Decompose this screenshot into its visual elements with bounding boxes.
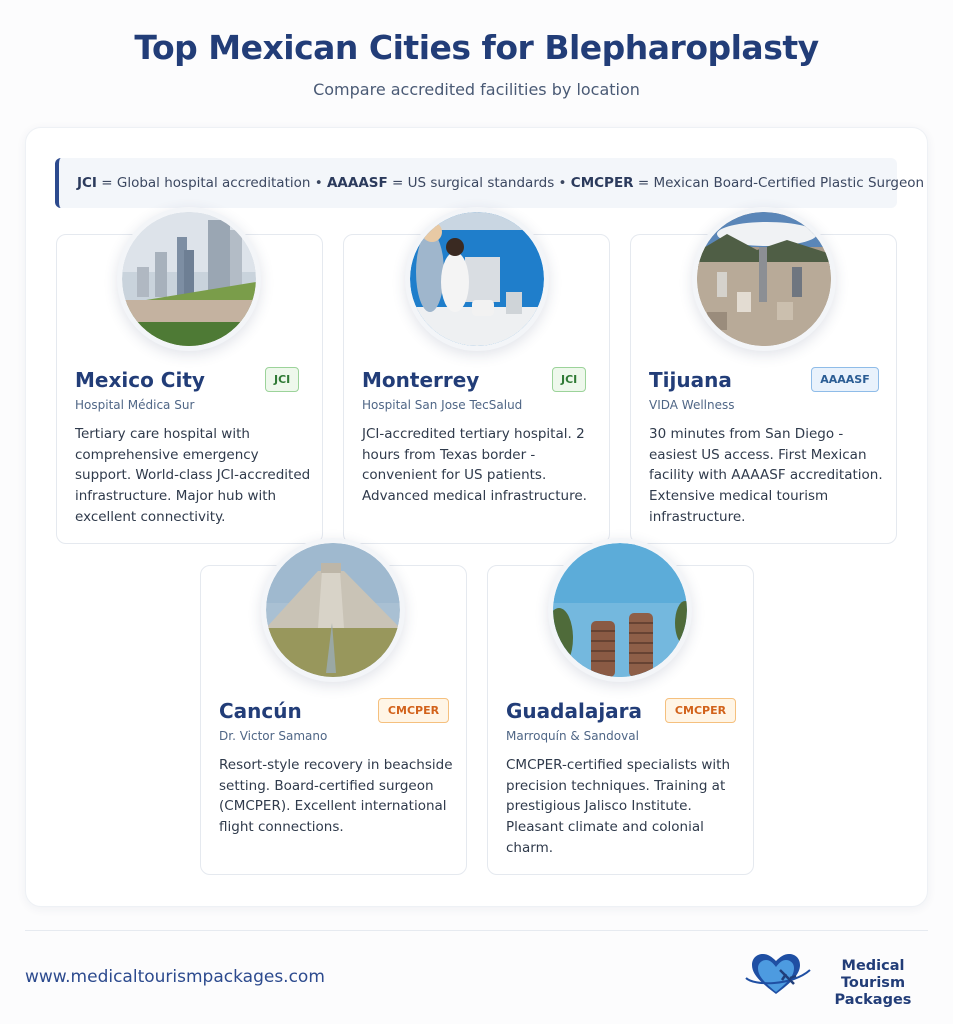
city-name: Monterrey [362, 368, 480, 392]
page-subtitle: Compare accredited facilities by location [313, 80, 640, 99]
accreditation-badge-jci: JCI [552, 367, 586, 392]
city-description: Tertiary care hospital with comprehensive emergency support. World-class JCI-accredited infrastructure. Major hub with excellent connectivity. [75, 426, 311, 525]
logo-line-1: Medical Tourism [840, 958, 906, 991]
brand-logo[interactable] [742, 950, 932, 1008]
legend-meaning-aaaasf: = US surgical standards [392, 175, 555, 191]
accreditation-badge-aaaasf: AAAASF [811, 367, 879, 392]
city-photo-guadalajara [548, 538, 692, 682]
aerial-city-photo-icon [697, 212, 831, 346]
city-photo-mexico-city [117, 207, 261, 351]
city-description: CMCPER-certified specialists with precision techniques. Training at prestigious Jalisco Institute. Pleasant climate and colonial charm. [506, 757, 731, 856]
facility-name: Marroquín & Sandoval [506, 729, 639, 743]
accreditation-legend [55, 158, 925, 208]
logo-text [814, 958, 932, 1009]
footer-divider [25, 930, 928, 931]
city-name: Tijuana [649, 368, 732, 392]
accreditation-badge-cmcper: CMCPER [378, 698, 449, 723]
city-photo-monterrey [405, 207, 549, 351]
logo-line-2: Packages [834, 992, 912, 1008]
skyline-photo-icon [122, 212, 256, 346]
medical-lab-photo-icon [410, 212, 544, 346]
website-link[interactable]: www.medicaltourismpackages.com [25, 967, 325, 987]
facility-name: VIDA Wellness [649, 398, 735, 412]
city-name: Mexico City [75, 368, 205, 392]
heart-airplane-icon [742, 952, 814, 998]
accreditation-badge-cmcper: CMCPER [665, 698, 736, 723]
legend-abbr-aaaasf: AAAASF [326, 175, 388, 191]
facility-name: Dr. Victor Samano [219, 729, 328, 743]
facility-name: Hospital San Jose TecSalud [362, 398, 523, 412]
accreditation-badge-jci: JCI [265, 367, 299, 392]
legend-separator: • [310, 175, 327, 191]
pyramid-photo-icon [266, 543, 400, 677]
facility-name: Hospital Médica Sur [75, 398, 195, 412]
legend-meaning-jci: = Global hospital accreditation [101, 175, 311, 191]
legend-abbr-cmcper: CMCPER [570, 175, 634, 191]
city-name: Guadalajara [506, 699, 643, 723]
twin-towers-photo-icon [553, 543, 687, 677]
city-photo-cancun [261, 538, 405, 682]
city-description: 30 minutes from San Diego - easiest US access. First Mexican facility with AAAASF accreditation. Extensive medical tourism infrastructure. [649, 426, 883, 525]
city-description: JCI-accredited tertiary hospital. 2 hours from Texas border - convenient for US patients. Advanced medical infrastructure. [362, 426, 587, 505]
city-description: Resort-style recovery in beachside setting. Board-certified surgeon (CMCPER). Excellent international flight connections. [219, 757, 453, 836]
legend-separator: • [554, 175, 571, 191]
page-title: Top Mexican Cities for Blepharoplasty [134, 28, 819, 67]
city-photo-tijuana [692, 207, 836, 351]
city-name: Cancún [219, 699, 302, 723]
legend-meaning-cmcper: = Mexican Board-Certified Plastic Surgeon [637, 175, 925, 191]
legend-abbr-jci: JCI [77, 175, 97, 191]
